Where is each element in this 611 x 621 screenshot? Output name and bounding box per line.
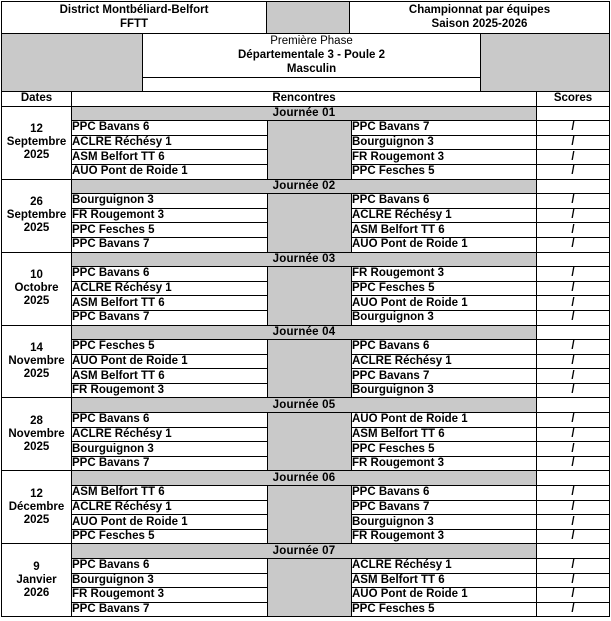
round-date-line: 26: [30, 196, 43, 209]
match-separator: [268, 267, 352, 325]
round-header-row: [2, 398, 610, 413]
score-cell[interactable]: /: [537, 267, 610, 282]
home-team: PPC Fesches 5: [72, 529, 268, 544]
score-header-blank: [537, 325, 610, 340]
score-cell[interactable]: /: [537, 310, 610, 325]
round-date-line: 2025: [23, 513, 50, 526]
round-date-line: Janvier: [16, 573, 57, 586]
schedule-table: [1, 91, 610, 617]
home-team: PPC Fesches 5: [72, 223, 268, 238]
match-row: [2, 340, 610, 355]
score-cell[interactable]: /: [537, 281, 610, 296]
home-team: FR Rougemont 3: [72, 208, 268, 223]
schedule-page: [1, 1, 610, 620]
score-cell[interactable]: /: [537, 602, 610, 617]
home-team: Bourguignon 3: [72, 442, 268, 457]
away-team: PPC Fesches 5: [352, 602, 537, 617]
round-date-line: 2025: [23, 222, 50, 235]
home-team: FR Rougemont 3: [72, 383, 268, 398]
round-label: Journée 03: [72, 252, 537, 267]
round-date-line: Septembre: [6, 209, 67, 222]
home-team: PPC Fesches 5: [72, 340, 268, 355]
round-label: Journée 04: [72, 325, 537, 340]
away-team: PPC Bavans 6: [352, 194, 537, 209]
home-team: ACLRE Réchésy 1: [72, 281, 268, 296]
away-team: Bourguignon 3: [352, 515, 537, 530]
score-cell[interactable]: /: [537, 135, 610, 150]
home-team: AUO Pont de Roide 1: [72, 515, 268, 530]
home-team: PPC Bavans 6: [72, 413, 268, 428]
home-team: ASM Belfort TT 6: [72, 296, 268, 311]
match-row: [2, 413, 610, 428]
round-header-row: [2, 106, 610, 121]
away-team: ASM Belfort TT 6: [352, 573, 537, 588]
round-header-row: [2, 252, 610, 267]
score-cell[interactable]: /: [537, 194, 610, 209]
away-team: PPC Bavans 6: [352, 340, 537, 355]
away-team: Bourguignon 3: [352, 310, 537, 325]
score-cell[interactable]: /: [537, 529, 610, 544]
away-team: ACLRE Réchésy 1: [352, 208, 537, 223]
round-date: [2, 544, 72, 617]
home-team: ACLRE Réchésy 1: [72, 135, 268, 150]
score-cell[interactable]: /: [537, 573, 610, 588]
round-date-line: 2025: [23, 367, 50, 380]
scores-header: Scores: [537, 92, 610, 107]
away-team: PPC Fesches 5: [352, 281, 537, 296]
round-date: [2, 252, 72, 325]
home-team: PPC Bavans 6: [72, 267, 268, 282]
away-team: FR Rougemont 3: [352, 529, 537, 544]
match-row: [2, 559, 610, 574]
score-header-blank: [537, 471, 610, 486]
score-cell[interactable]: /: [537, 559, 610, 574]
home-team: PPC Bavans 7: [72, 310, 268, 325]
score-cell[interactable]: /: [537, 383, 610, 398]
match-separator: [268, 194, 352, 252]
away-team: PPC Bavans 7: [352, 369, 537, 384]
away-team: PPC Bavans 6: [352, 486, 537, 501]
away-team: AUO Pont de Roide 1: [352, 588, 537, 603]
away-team: PPC Bavans 7: [352, 121, 537, 136]
round-date-line: 10: [30, 269, 43, 282]
away-team: Bourguignon 3: [352, 383, 537, 398]
match-separator: [268, 340, 352, 398]
score-cell[interactable]: /: [537, 500, 610, 515]
round-date-line: 2026: [23, 586, 50, 599]
round-date-line: 14: [30, 341, 43, 354]
round-date-line: 2025: [23, 295, 50, 308]
championship-title: [349, 2, 610, 32]
round-date-line: Septembre: [6, 136, 67, 149]
home-team: PPC Bavans 6: [72, 121, 268, 136]
round-date: [2, 398, 72, 471]
round-label: Journée 02: [72, 179, 537, 194]
away-team: PPC Fesches 5: [352, 442, 537, 457]
score-header-blank: [537, 106, 610, 121]
score-cell[interactable]: /: [537, 296, 610, 311]
round-date-line: Novembre: [8, 354, 65, 367]
home-team: ASM Belfort TT 6: [72, 486, 268, 501]
score-cell[interactable]: /: [537, 413, 610, 428]
season-label: Saison 2025-2026: [431, 18, 528, 30]
round-label: Journée 07: [72, 544, 537, 559]
home-team: AUO Pont de Roide 1: [72, 164, 268, 179]
round-date-line: 9: [33, 560, 40, 573]
away-team: ASM Belfort TT 6: [352, 223, 537, 238]
category-label: Masculin: [286, 63, 337, 75]
header-gray-spacer: [266, 1, 350, 34]
home-team: PPC Bavans 6: [72, 559, 268, 574]
match-separator: [268, 413, 352, 471]
score-cell[interactable]: /: [537, 442, 610, 457]
match-separator: [268, 121, 352, 179]
federation-name: FFTT: [119, 18, 149, 30]
round-date: [2, 179, 72, 252]
round-label: Journée 06: [72, 471, 537, 486]
away-team: FR Rougemont 3: [352, 456, 537, 471]
round-date-line: Novembre: [8, 427, 65, 440]
away-team: AUO Pont de Roide 1: [352, 296, 537, 311]
home-team: Bourguignon 3: [72, 573, 268, 588]
score-header-blank: [537, 544, 610, 559]
matches-header: Rencontres: [72, 92, 537, 107]
score-cell[interactable]: /: [537, 340, 610, 355]
score-header-blank: [537, 179, 610, 194]
score-cell[interactable]: /: [537, 427, 610, 442]
round-header-row: [2, 179, 610, 194]
home-team: PPC Bavans 7: [72, 602, 268, 617]
score-cell[interactable]: /: [537, 164, 610, 179]
round-date-line: Octobre: [14, 282, 59, 295]
away-team: PPC Fesches 5: [352, 164, 537, 179]
round-date: [2, 106, 72, 179]
away-team: FR Rougemont 3: [352, 267, 537, 282]
score-cell[interactable]: /: [537, 150, 610, 165]
column-header-row: [2, 92, 610, 107]
match-separator: [268, 486, 352, 544]
round-date: [2, 325, 72, 398]
home-team: PPC Bavans 7: [72, 237, 268, 252]
dates-header: Dates: [2, 92, 72, 107]
home-team: ACLRE Réchésy 1: [72, 427, 268, 442]
district-name: District Montbéliard-Belfort: [59, 4, 209, 16]
away-team: AUO Pont de Roide 1: [352, 237, 537, 252]
match-separator: [268, 559, 352, 617]
score-cell[interactable]: /: [537, 588, 610, 603]
phase-label: Première Phase: [270, 35, 353, 47]
match-row: [2, 194, 610, 209]
score-cell[interactable]: /: [537, 369, 610, 384]
score-cell[interactable]: /: [537, 486, 610, 501]
score-header-blank: [537, 398, 610, 413]
round-date-line: 2025: [23, 440, 50, 453]
home-team: ACLRE Réchésy 1: [72, 500, 268, 515]
round-date-line: Décembre: [8, 500, 65, 513]
score-cell[interactable]: /: [537, 223, 610, 238]
round-date-line: 2025: [23, 149, 50, 162]
division-label: Départementale 3 - Poule 2: [238, 49, 385, 61]
score-header-blank: [537, 252, 610, 267]
home-team: PPC Bavans 7: [72, 456, 268, 471]
phase-sub-box: [142, 77, 481, 92]
home-team: Bourguignon 3: [72, 194, 268, 209]
round-label: Journée 01: [72, 106, 537, 121]
score-cell[interactable]: /: [537, 354, 610, 369]
home-team: FR Rougemont 3: [72, 588, 268, 603]
home-team: ASM Belfort TT 6: [72, 369, 268, 384]
away-team: ACLRE Réchésy 1: [352, 354, 537, 369]
championship-name: Championnat par équipes: [408, 4, 551, 16]
score-cell[interactable]: /: [537, 237, 610, 252]
away-team: Bourguignon 3: [352, 135, 537, 150]
score-cell[interactable]: /: [537, 208, 610, 223]
match-row: [2, 121, 610, 136]
home-team: ASM Belfort TT 6: [72, 150, 268, 165]
phase-info: [142, 32, 481, 78]
score-cell[interactable]: /: [537, 121, 610, 136]
round-date-line: 12: [30, 123, 43, 136]
away-team: ACLRE Réchésy 1: [352, 559, 537, 574]
away-team: ASM Belfort TT 6: [352, 427, 537, 442]
district-title: [1, 2, 267, 32]
away-team: PPC Bavans 7: [352, 500, 537, 515]
match-row: [2, 486, 610, 501]
score-cell[interactable]: /: [537, 515, 610, 530]
round-date-line: 12: [30, 487, 43, 500]
round-header-row: [2, 325, 610, 340]
round-date: [2, 471, 72, 544]
round-label: Journée 05: [72, 398, 537, 413]
away-team: AUO Pont de Roide 1: [352, 413, 537, 428]
round-header-row: [2, 544, 610, 559]
round-header-row: [2, 471, 610, 486]
match-row: [2, 267, 610, 282]
home-team: AUO Pont de Roide 1: [72, 354, 268, 369]
round-date-line: 28: [30, 414, 43, 427]
away-team: FR Rougemont 3: [352, 150, 537, 165]
score-cell[interactable]: /: [537, 456, 610, 471]
